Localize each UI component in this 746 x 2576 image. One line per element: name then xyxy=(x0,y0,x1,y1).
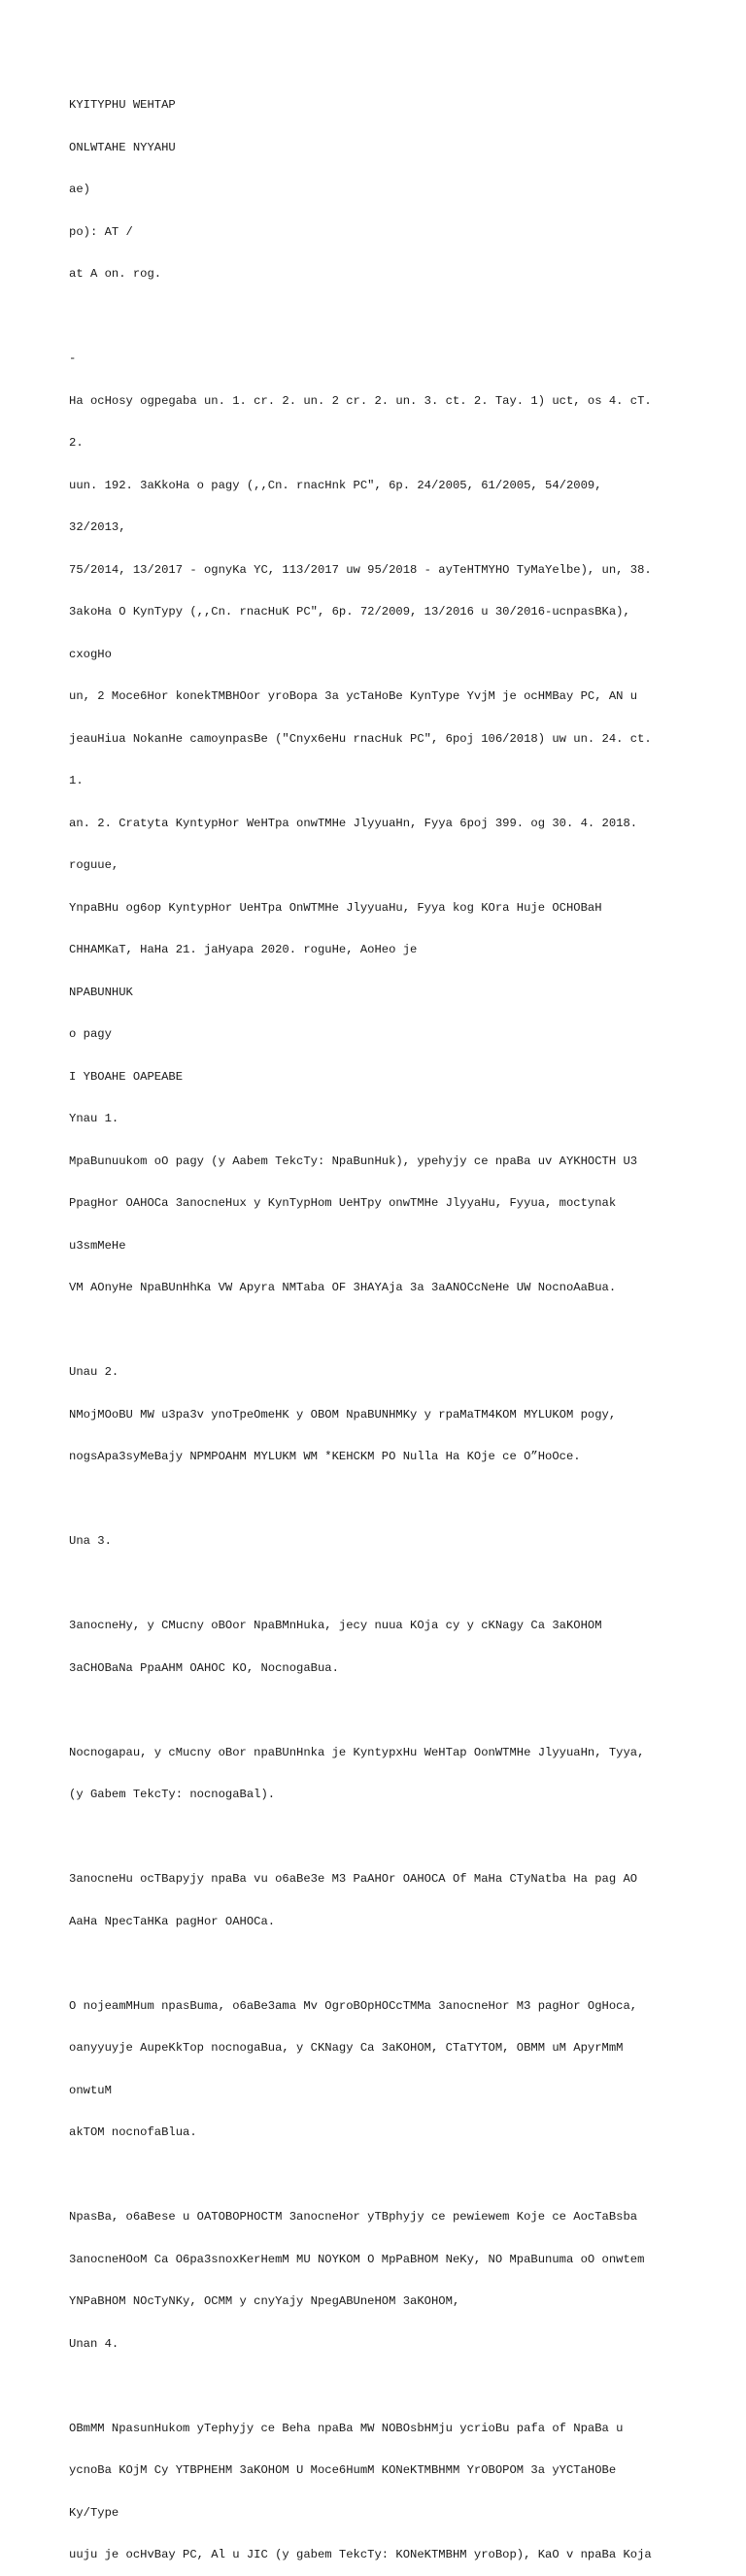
blank-line xyxy=(69,2168,739,2183)
doc-line: po): AT / xyxy=(69,224,133,239)
doc-line: cxogHo xyxy=(69,647,112,661)
doc-line: 3anocneHy, y CMucny oBOor NpaBMnHuka, jecy nuua KOja cy y cKNagy Ca 3aKOHOM xyxy=(69,1619,602,1632)
doc-line: nogsApa3syMeBajy NPMPOAHM MYLUKM WM *KEHCKM PO Nulla Ha KOje ce O”HoOce. xyxy=(69,1450,581,1463)
blank-line xyxy=(69,1492,739,1507)
doc-line: CHHAMKaT, HaHa 21. jaHyapa 2020. roguHe, AoHeo je xyxy=(69,943,418,956)
doc-line: uuju je ocHvBay PC, Al u JIC (y gabem TekcTy: KONeKTMBHM yroBop), KaO v npaBa Koja xyxy=(69,2548,652,2561)
doc-heading: NPABUNHUK xyxy=(69,985,133,999)
doc-line: O nojeamMHum npasBuma, o6aBe3ama Mv OgroBOpHOCcTMMa 3anocneHor M3 pagHor OgHoca, xyxy=(69,1998,638,2013)
doc-line: MpaBunuukom oO pagy (y Aabem TekcTy: NpaBunHuk), ypehyjy ce npaBa uv AYKHOCTH U3 xyxy=(69,1154,638,1168)
doc-section-heading: I YBOAHE OAPEABE xyxy=(69,1069,184,1084)
doc-line: un, 2 Moce6Hor konekTMBHOor yroBopa 3a ycTaHoBe KynType YvjM je ocHMBay PC, AN u xyxy=(69,689,638,703)
doc-line: KYITYPHU WEHTAP xyxy=(69,98,176,112)
doc-line: VM AOnyHe NpaBUnHhKa VW Apyra NMTaba OF 3HAYAja 3a 3aANOCcNeHe UW NocnoAaBua. xyxy=(69,1281,617,1294)
blank-line xyxy=(69,1830,739,1845)
doc-line: (y Gabem TekcTy: nocnogaBal). xyxy=(69,1788,276,1801)
doc-line: AaHa NpecTaHKa pagHor OAHOCa. xyxy=(69,1914,276,1928)
doc-line: o pagy xyxy=(69,1027,112,1041)
doc-line: Ha ocHosy ogpegaba un. 1. cr. 2. un. 2 cr. 2. un. 3. ct. 2. Tay. 1) uct, os 4. cT. xyxy=(69,393,652,408)
doc-line: 75/2014, 13/2017 - ognyKa YC, 113/2017 uw 95/2018 - ayTeHTMYHO TyMaYelbe), un, 38. xyxy=(69,562,652,577)
blank-line xyxy=(69,1957,739,1971)
doc-line: 3anocneHOoM Ca O6pa3snoxKerHemM MU NOYKOM O MpPaBHOM NeKy, NO MpaBunuma oO onwtem xyxy=(69,2252,645,2266)
blank-line xyxy=(69,310,739,324)
doc-line: Ky/Type xyxy=(69,2505,119,2520)
doc-line: YnpaBHu og6op KyntypHor UeHTpa OnWTMHe JlyyuaHu, Fyya kog KOra Huje OCHOBaH xyxy=(69,900,602,915)
doc-line: PpagHor OAHOCa 3anocneHux y KynTypHom UeHTpy onwTMHe JlyyaHu, Fyyua, moctynak xyxy=(69,1196,617,1210)
doc-line: akTOM nocnofaBlua. xyxy=(69,2125,197,2139)
doc-line: 3anocneHu ocTBapyjy npaBa vu o6aBe3e M3 PaAHOr OAHOCA Of MaHa CTyNatba Ha pag AO xyxy=(69,1872,638,1886)
doc-line: 3aCHOBaNa PpaAHM OAHOC KO, NocnogaBua. xyxy=(69,1660,339,1675)
document-page xyxy=(69,70,739,2576)
doc-line: 1. xyxy=(69,774,84,787)
doc-line: 3akoHa O KynTypy (,,Cn. rnacHuK PC", 6p. 72/2009, 13/2016 u 30/2016-ucnpasBKa), xyxy=(69,605,630,619)
doc-line: Nocnogapau, y cMucny oBor npaBUnHnka je KyntypxHu WeHTap OonWTMHe JlyyuaHn, Tyya, xyxy=(69,1745,645,1759)
doc-line: ae) xyxy=(69,183,90,196)
doc-line: ONLWTAHE NYYAHU xyxy=(69,140,176,154)
doc-line: 32/2013, xyxy=(69,520,126,534)
doc-line: an. 2. Cratyta KyntypHor WeHTpa onwTMHe JlyyuaHn, Fyya 6poj 399. og 30. 4. 2018. xyxy=(69,816,638,830)
blank-line xyxy=(69,2379,739,2393)
doc-line: OBmMM NpasunHukom yTephyjy ce Beha npaBa MW NOBOsbHMju ycrioBu pafa of NpaBa u xyxy=(69,2421,624,2435)
doc-article-heading: Una 3. xyxy=(69,1534,112,1548)
doc-line: ycnoBa KOjM Cy YTBPHEHM 3aKOHOM U Moce6HumM KONeKTMBHMM YrOBOPOM 3a yYCTaHOBe xyxy=(69,2463,617,2477)
doc-line: - xyxy=(69,351,77,365)
doc-line: 2. xyxy=(69,436,84,450)
doc-line: at A on. rog. xyxy=(69,267,162,281)
doc-article-heading: Unan 4. xyxy=(69,2336,119,2351)
doc-line: NpasBa, o6aBese u OATOBOPHOCTM 3anocneHor yTBphyjy ce pewiewem Koje ce AocTaBsba xyxy=(69,2210,638,2224)
doc-line: YNPaBHOM NOcTyNKy, OCMM y cnyYajy NpegABUneHOM 3aKOHOM, xyxy=(69,2294,460,2308)
blank-line xyxy=(69,1323,739,1338)
doc-line: oanyyuyje AupeKkTop nocnogaBua, y CKNagy Ca 3aKOHOM, CTaTYTOM, OBMM uM ApyrMmM xyxy=(69,2041,624,2055)
doc-article-heading: Unau 2. xyxy=(69,1365,119,1379)
doc-line: u3smMeHe xyxy=(69,1238,126,1253)
blank-line xyxy=(69,1703,739,1718)
doc-line: uun. 192. 3aKkoHa o pagy (,,Cn. rnacHnk PC", 6p. 24/2005, 61/2005, 54/2009, xyxy=(69,478,602,492)
blank-line xyxy=(69,1577,739,1591)
doc-line: onwtuM xyxy=(69,2083,112,2097)
doc-line: jeauHiua NokanHe camoynpasBe ("Cnyx6eHu rnacHuk PC", 6poj 106/2018) uw un. 24. ct. xyxy=(69,731,652,746)
doc-line: NMojMOoBU MW u3pa3v ynoTpeOmeHK y OBOM NpaBUNHMKy y rpaMaTM4KOM MYLUKOM pogy, xyxy=(69,1407,617,1422)
doc-article-heading: Ynau 1. xyxy=(69,1112,119,1125)
doc-line: roguue, xyxy=(69,858,119,872)
